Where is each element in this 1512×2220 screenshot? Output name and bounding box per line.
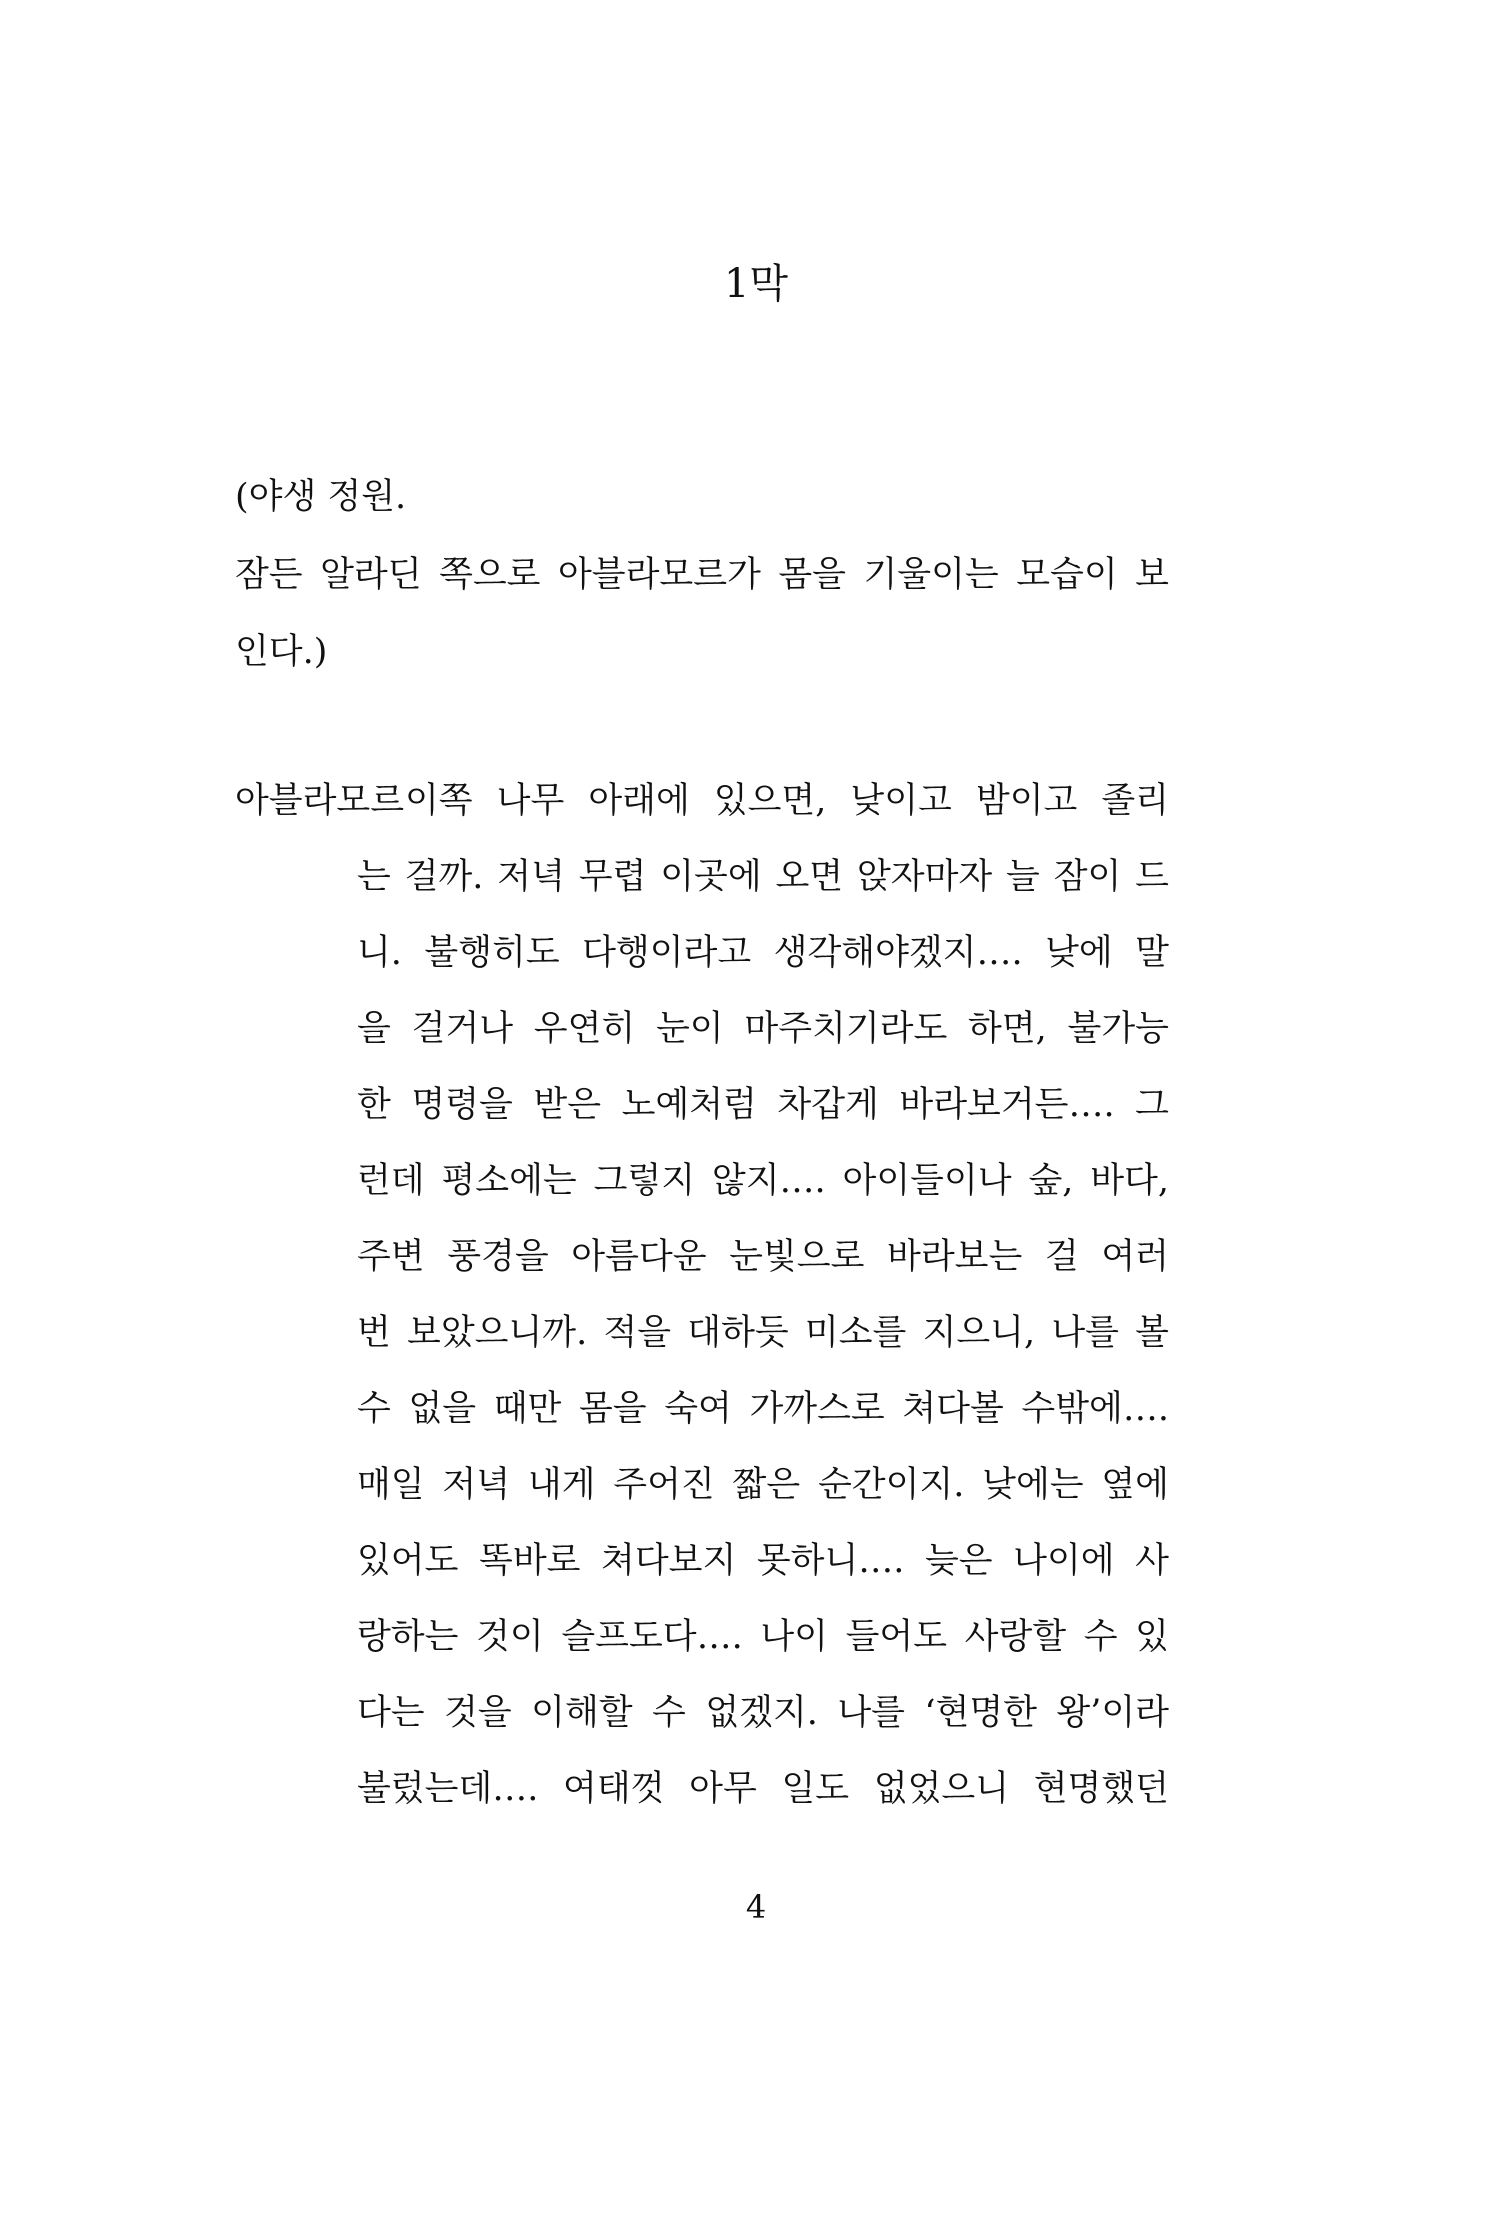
- speech-line: 번 보았으니까. 적을 대하듯 미소를 지으니, 나를 볼: [357, 1313, 1169, 1353]
- speech-line: 런데 평소에는 그렇지 않지…. 아이들이나 숲, 바다,: [357, 1161, 1169, 1201]
- speech-line: 니. 불행히도 다행이라고 생각해야겠지…. 낮에 말: [357, 933, 1169, 973]
- speech-line: 다는 것을 이해할 수 없겠지. 나를 ‘현명한 왕’이라: [357, 1693, 1169, 1733]
- page-number: 4: [745, 1888, 767, 1926]
- speech-line: 매일 저녁 내게 주어진 짧은 순간이지. 낮에는 옆에: [357, 1465, 1169, 1505]
- speech-line: 주변 풍경을 아름다운 눈빛으로 바라보는 걸 여러: [357, 1237, 1169, 1277]
- speech-line: 불렀는데…. 여태껏 아무 일도 없었으니 현명했던: [357, 1769, 1169, 1809]
- stage-direction-line: (야생 정원.: [235, 477, 407, 517]
- speech-line: 수 없을 때만 몸을 숙여 가까스로 쳐다볼 수밖에….: [357, 1389, 1169, 1429]
- speech-line: 랑하는 것이 슬프도다…. 나이 들어도 사랑할 수 있: [357, 1617, 1169, 1657]
- act-title: 1막: [723, 261, 789, 307]
- stage-direction-line: 잠든 알라딘 쪽으로 아블라모르가 몸을 기울이는 모습이 보: [235, 555, 1169, 595]
- speech-line: 는 걸까. 저녁 무렵 이곳에 오면 앉자마자 늘 잠이 드: [357, 857, 1169, 897]
- speech-line: 한 명령을 받은 노예처럼 차갑게 바라보거든…. 그: [357, 1085, 1169, 1125]
- speech-line: 을 걸거나 우연히 눈이 마주치기라도 하면, 불가능: [357, 1009, 1169, 1049]
- stage-direction-line: 인다.): [235, 632, 328, 672]
- speaker-name: 아블라모르: [235, 781, 405, 821]
- speech-line: 이쪽 나무 아래에 있으면, 낮이고 밤이고 졸리: [405, 781, 1169, 821]
- speech-line: 있어도 똑바로 쳐다보지 못하니…. 늦은 나이에 사: [357, 1541, 1169, 1581]
